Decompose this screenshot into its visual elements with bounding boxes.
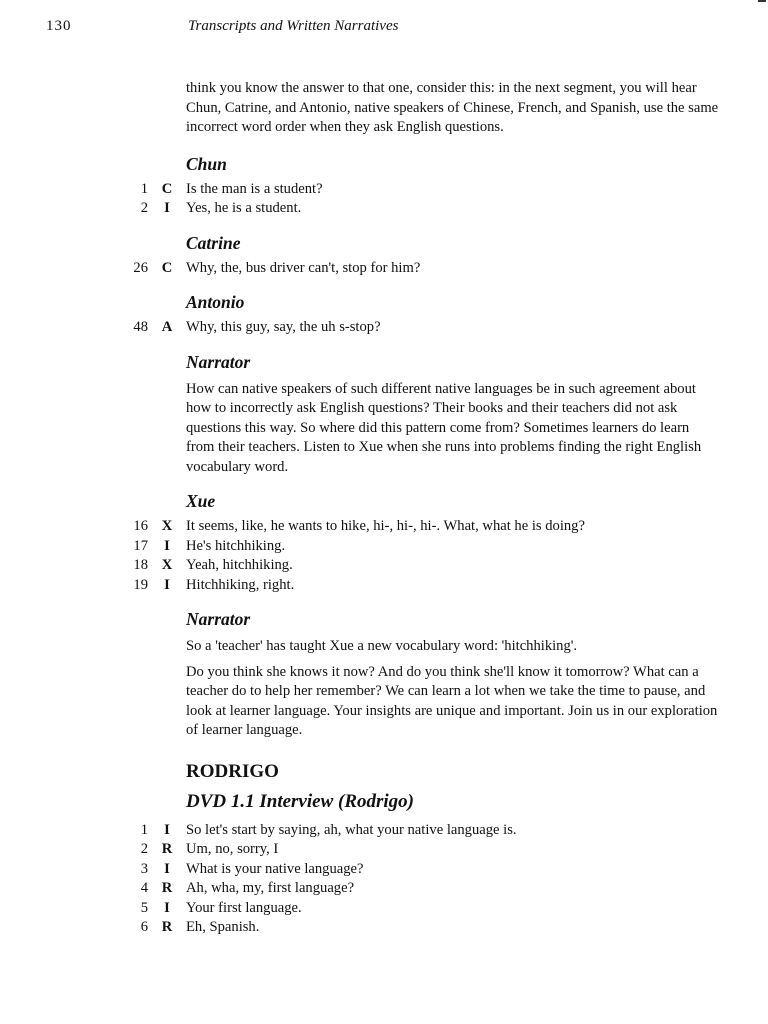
transcript-line	[0, 860, 768, 880]
transcript-line	[0, 318, 768, 338]
transcript-line	[0, 840, 768, 860]
speaker-initial: I	[164, 200, 170, 216]
transcript-line	[0, 199, 768, 219]
transcript-line	[0, 918, 768, 938]
line-text: Your first language.	[186, 899, 302, 916]
line-text: Yeah, hitchhiking.	[186, 557, 293, 573]
line-number: 1	[140, 180, 148, 197]
page-edge-mark	[758, 0, 766, 2]
intro-paragraph: think you know the answer to that one, consider this: in the next segment, you will hear Chun, Catrine, and Antonio, native speakers of Chinese, French, and Spanish, use the same incorrect word order when they ask English questions.	[186, 80, 719, 135]
transcript-line	[0, 180, 768, 200]
line-number: 18	[133, 557, 148, 573]
speaker-initial: A	[161, 319, 173, 335]
speaker-initial: X	[161, 557, 173, 573]
line-text: Eh, Spanish.	[186, 919, 260, 935]
speaker-heading-narrator: Narrator	[186, 609, 251, 629]
speaker-initial: I	[164, 821, 170, 838]
transcript-rodrigo	[0, 821, 768, 938]
speaker-initial: I	[164, 537, 170, 554]
speaker-initial: C	[161, 180, 173, 197]
line-text: Yes, he is a student.	[186, 200, 302, 216]
speaker-initial: I	[164, 899, 170, 916]
page-content	[0, 79, 768, 938]
line-number: 5	[140, 899, 148, 916]
narrator-paragraph: Do you think she knows it now? And do you think she'll know it tomorrow? What can a teacher do to help her remember? We can learn a lot when we take the time to pause, and look at learner language. Your insights are unique and important. Join us in our exploration of learner language.	[186, 663, 718, 738]
line-number: 1	[140, 821, 148, 838]
running-head: Transcripts and Written Narratives	[188, 18, 399, 34]
transcript-catrine	[0, 259, 768, 279]
speaker-initial: R	[161, 880, 173, 896]
narrator-paragraph: So a 'teacher' has taught Xue a new vocabulary word: 'hitchhiking'.	[186, 638, 578, 654]
speaker-initial: R	[161, 919, 173, 935]
line-number: 48	[133, 319, 148, 335]
speaker-heading-narrator: Narrator	[186, 351, 251, 372]
speaker-initial: X	[161, 518, 173, 534]
transcript-line	[0, 899, 768, 919]
line-number: 4	[140, 880, 148, 896]
line-text: Why, the, bus driver can't, stop for him?	[186, 259, 421, 276]
transcript-line	[0, 537, 768, 557]
line-number: 2	[140, 841, 148, 857]
transcript-line	[0, 879, 768, 899]
transcript-line	[0, 576, 768, 596]
transcript-line	[0, 259, 768, 279]
line-number: 19	[133, 576, 148, 593]
speaker-initial: R	[161, 841, 173, 857]
transcript-chun	[0, 180, 768, 219]
line-number: 2	[140, 200, 148, 216]
speaker-heading-chun: Chun	[186, 153, 227, 174]
line-number: 3	[140, 860, 148, 877]
speaker-initial: I	[164, 860, 170, 877]
speaker-initial: I	[164, 576, 170, 593]
transcript-antonio	[0, 318, 768, 338]
page-number: 130	[46, 18, 72, 34]
line-number: 16	[133, 518, 148, 534]
speaker-initial: C	[161, 259, 173, 276]
narrator-paragraph: How can native speakers of such different native languages be in such agreement about how to incorrectly ask English questions? Their books and their teachers did not ask questions this way. So where did this pattern come from? Sometimes learners do learn from their teachers. Listen to Xue when she runs into problems finding the right English vocabulary word.	[186, 380, 702, 475]
line-text: Why, this guy, say, the uh s-stop?	[186, 319, 381, 335]
speaker-heading-catrine: Catrine	[186, 232, 241, 253]
line-text: Ah, wha, my, first language?	[186, 880, 355, 896]
line-text: Hitchhiking, right.	[186, 576, 295, 593]
section-subtitle-dvd: DVD 1.1 Interview (Rodrigo)	[186, 790, 414, 812]
line-number: 26	[133, 259, 148, 276]
line-text: So let's start by saying, ah, what your native language is.	[186, 821, 517, 838]
transcript-line	[0, 556, 768, 576]
line-text: Is the man is a student?	[186, 180, 323, 197]
line-text: Um, no, sorry, I	[186, 841, 279, 857]
line-text: It seems, like, he wants to hike, hi-, hi-, hi-. What, what he is doing?	[186, 518, 585, 534]
transcript-xue	[0, 517, 768, 595]
transcript-line	[0, 517, 768, 537]
line-text: What is your native language?	[186, 860, 364, 877]
speaker-heading-antonio: Antonio	[186, 292, 245, 312]
line-number: 17	[133, 537, 148, 554]
section-title-rodrigo: RODRIGO	[186, 760, 279, 782]
speaker-heading-xue: Xue	[186, 491, 216, 511]
line-number: 6	[140, 919, 148, 935]
transcript-line	[0, 821, 768, 841]
line-text: He's hitchhiking.	[186, 537, 286, 554]
